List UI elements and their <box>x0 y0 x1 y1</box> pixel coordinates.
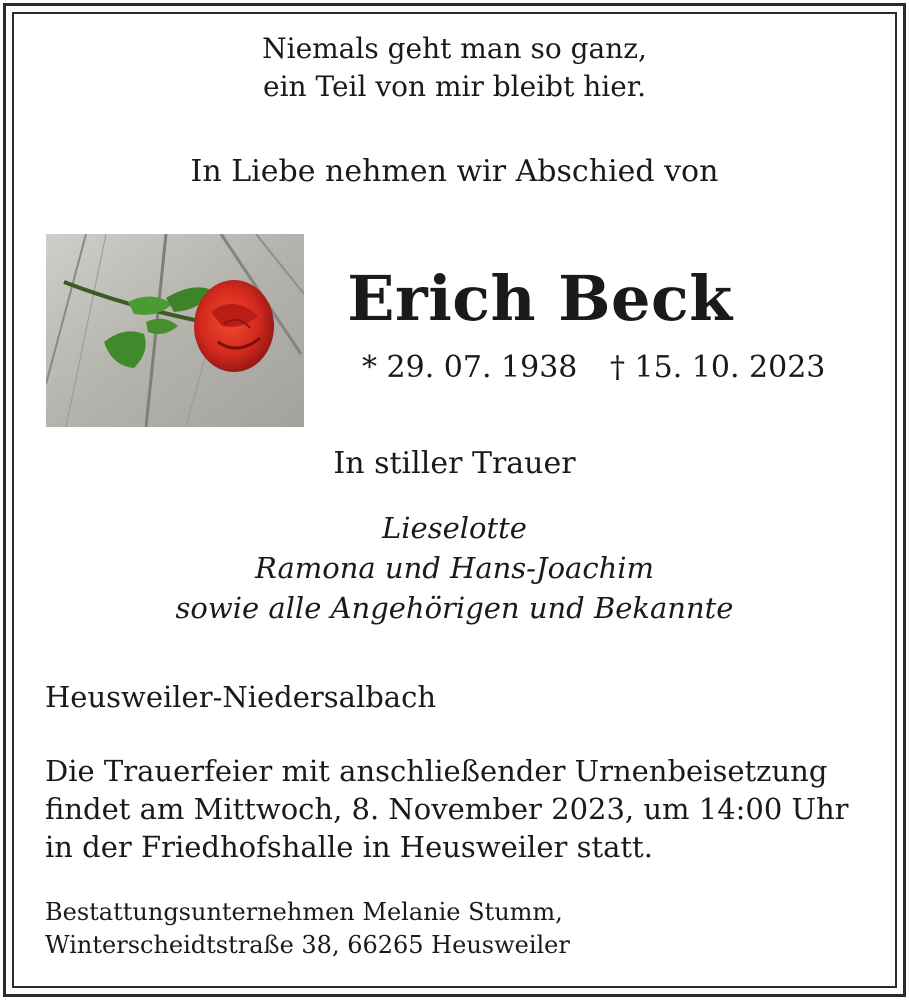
funeral-home-line-1: Bestattungsunternehmen Melanie Stumm, <box>45 898 563 926</box>
location: Heusweiler-Niedersalbach <box>45 680 436 714</box>
birth-date: * 29. 07. 1938 <box>362 350 578 385</box>
funeral-notice-line-1: Die Trauerfeier mit anschließender Urnenbeisetzung <box>45 754 828 788</box>
funeral-home-line-2: Winterscheidtstraße 38, 66265 Heusweiler <box>45 931 570 959</box>
death-date: † 15. 10. 2023 <box>610 350 826 385</box>
funeral-notice-line-2: findet am Mittwoch, 8. November 2023, um 14:00 Uhr <box>45 792 849 826</box>
signer-line-3: sowie alle Angehörigen und Bekannte <box>175 591 734 625</box>
mourning-heading: In stiller Trauer <box>333 446 576 481</box>
verse-line-2: ein Teil von mir bleibt hier. <box>263 70 646 103</box>
rose-photo <box>46 234 304 427</box>
signer-line-1: Lieselotte <box>382 511 527 545</box>
funeral-notice-line-3: in der Friedhofshalle in Heusweiler statt. <box>45 830 653 864</box>
signer-line-2: Ramona und Hans-Joachim <box>254 551 655 585</box>
verse-line-1: Niemals geht man so ganz, <box>262 32 647 65</box>
intro-text: In Liebe nehmen wir Abschied von <box>190 154 719 189</box>
deceased-name: Erich Beck <box>347 262 733 335</box>
